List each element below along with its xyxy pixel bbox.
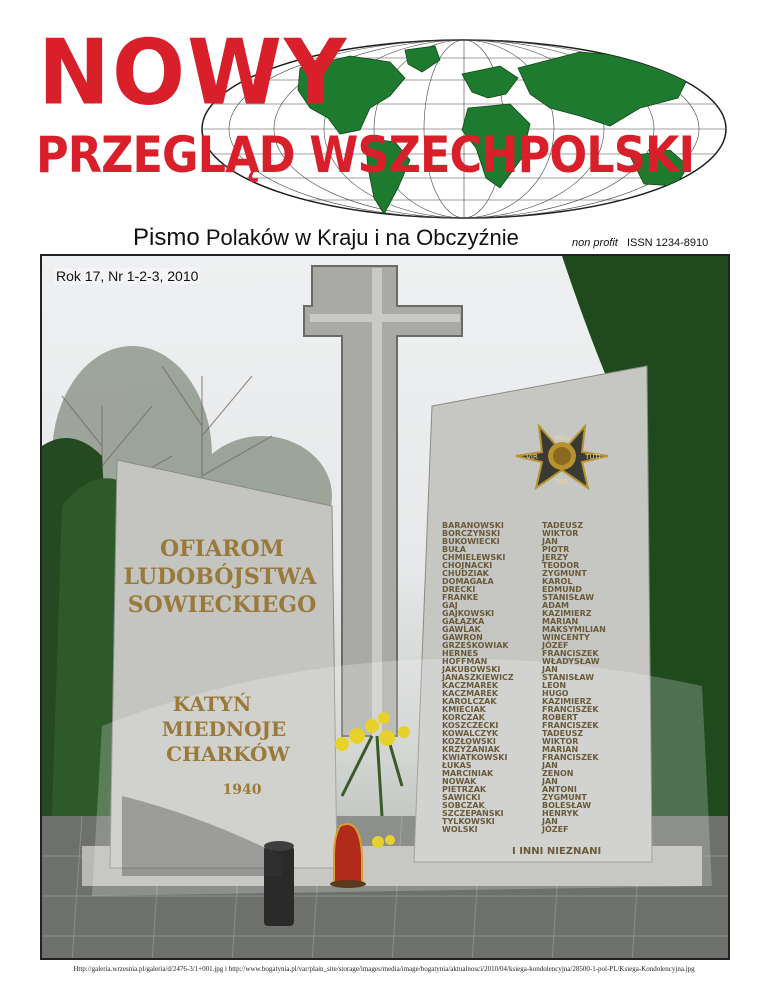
- non-profit-label: non profit: [572, 237, 618, 249]
- given-name-9: STANISŁAW: [542, 593, 595, 602]
- issue-label: Rok 17, Nr 1-2-3, 2010: [56, 268, 199, 284]
- surname-16: HERNES: [442, 649, 479, 658]
- given-name-23: FRANCISZEK: [542, 705, 599, 714]
- surname-19: JANASZKIEWICZ: [442, 673, 514, 682]
- slab-line-1: OFIAROM: [160, 536, 284, 562]
- slab-line-2: LUDOBÓJSTWA: [123, 564, 317, 590]
- surname-37: TYLKOWSKI: [442, 817, 495, 826]
- surname-27: KOZŁOWSKI: [442, 737, 496, 746]
- given-name-12: MARIAN: [542, 617, 579, 626]
- given-name-14: WINCENTY: [542, 633, 590, 642]
- subtitle: [133, 224, 519, 252]
- surname-21: KACZMAREK: [442, 689, 499, 698]
- surname-14: GAWRON: [442, 633, 483, 642]
- surname-30: ŁUKAS: [442, 761, 472, 770]
- given-name-26: TADEUSZ: [542, 729, 584, 738]
- given-name-1: WIKTOR: [542, 529, 579, 538]
- surname-1: BORCZYŃSKI: [442, 529, 501, 538]
- surname-15: GRZEŚKOWIAK: [442, 641, 509, 650]
- surname-3: BUŁA: [442, 545, 466, 554]
- cover-photo: [40, 254, 730, 960]
- given-name-33: ANTONI: [542, 785, 577, 794]
- given-name-27: WIKTOR: [542, 737, 579, 746]
- surname-7: DOMAGAŁA: [442, 577, 494, 586]
- surname-31: MARCINIAK: [442, 769, 494, 778]
- slab-line-3: SOWIECKIEGO: [127, 592, 317, 618]
- surname-34: SAWICKI: [442, 793, 481, 802]
- surname-33: PIETRZAK: [442, 785, 487, 794]
- surname-32: NOWAK: [442, 777, 477, 786]
- given-name-17: WŁADYSŁAW: [542, 657, 600, 666]
- given-name-4: JERZY: [542, 553, 569, 562]
- surname-5: CHOJNACKI: [442, 561, 493, 570]
- surname-28: KRZYŻANIAK: [442, 745, 501, 754]
- given-name-35: BOLESŁAW: [542, 801, 592, 810]
- given-name-13: MAKSYMILIAN: [542, 625, 606, 634]
- surname-38: WOLSKI: [442, 825, 478, 834]
- given-name-30: JAN: [542, 761, 558, 770]
- given-name-16: FRANCISZEK: [542, 649, 599, 658]
- issn-number: ISSN 1234-8910: [626, 237, 709, 249]
- given-name-0: TADEUSZ: [542, 521, 584, 530]
- given-name-20: LEON: [542, 681, 567, 690]
- surname-18: JAKUBOWSKI: [442, 665, 501, 674]
- given-name-34: ZYGMUNT: [542, 793, 587, 802]
- surname-29: KWIATKOWSKI: [442, 753, 508, 762]
- given-name-38: JÓZEF: [542, 825, 569, 834]
- emblem-right: TUTI: [585, 453, 601, 461]
- title-nowy: NOWY: [38, 20, 349, 126]
- surname-24: KORCZAK: [442, 713, 485, 722]
- given-name-21: HUGO: [542, 689, 569, 698]
- surname-20: KACZMAREK: [442, 681, 499, 690]
- source-caption: Http://galeria.wrzesnia.pl/galeria/d/2476-3/1+001.jpg i http://www.bogatynia.pl/var/plain_site/storage/images/media/image/bogatynia/aktualnosci/2010/04/ksiega-kondolencyjna/28500-1-pol-PL/Ksiega-Kondolencyjna.jpg: [73, 965, 695, 973]
- subtitle-lead: Pismo: [133, 224, 200, 251]
- emblem-top: MILI: [554, 434, 570, 442]
- issn-line: [572, 237, 708, 249]
- given-name-29: FRANCISZEK: [542, 753, 599, 762]
- surname-36: SZCZEPAŃSKI: [442, 809, 504, 818]
- surname-8: DRECKI: [442, 585, 476, 594]
- given-name-8: EDMUND: [542, 585, 582, 594]
- title-main: PRZEGLĄD WSZECHPOLSKI: [36, 126, 695, 184]
- surname-6: CHUDZIAK: [442, 569, 489, 578]
- given-name-2: JAN: [542, 537, 558, 546]
- subtitle-rest: Polaków w Kraju i na Obczyźnie: [205, 225, 519, 250]
- emblem-left: VIR: [526, 453, 538, 461]
- surname-23: KMIECIAK: [442, 705, 486, 714]
- surname-0: BARANOWSKI: [442, 521, 504, 530]
- slab-place-3: CHARKÓW: [166, 742, 290, 766]
- surname-13: GAWLAK: [442, 625, 481, 634]
- slab-place-2: MIEDNOJE: [161, 717, 287, 741]
- surname-35: SOBCZAK: [442, 801, 485, 810]
- surname-25: KOSZCZECKI: [442, 721, 499, 730]
- given-name-3: PIOTR: [542, 545, 570, 554]
- given-name-5: TEODOR: [542, 561, 580, 570]
- given-name-10: ADAM: [542, 601, 569, 610]
- surname-2: BUKOWIECKI: [442, 537, 500, 546]
- surname-17: HOFFMAN: [442, 657, 488, 666]
- surname-12: GAŁĄZKA: [442, 617, 485, 626]
- given-name-32: JAN: [542, 777, 558, 786]
- given-name-25: FRANCISZEK: [542, 721, 599, 730]
- monument-illustration: [42, 256, 730, 960]
- slab-year: 1940: [222, 782, 262, 798]
- given-name-19: STANISŁAW: [542, 673, 595, 682]
- surname-26: KOWALCZYK: [442, 729, 499, 738]
- surname-10: GAJ: [442, 601, 458, 610]
- surname-11: GAJKOWSKI: [442, 609, 495, 618]
- emblem-bottom: TAR: [555, 478, 569, 486]
- surname-4: CHMIELEWSKI: [442, 553, 506, 562]
- given-name-15: JÓZEF: [542, 641, 569, 650]
- given-name-31: ZENON: [542, 769, 574, 778]
- given-name-7: KAROL: [542, 577, 573, 586]
- surname-9: FRANKE: [442, 593, 479, 602]
- given-name-6: ZYGMUNT: [542, 569, 587, 578]
- given-name-37: JAN: [542, 817, 558, 826]
- names-footer: I INNI NIEZNANI: [512, 846, 602, 857]
- slab-place-1: KATYŃ: [172, 692, 252, 716]
- given-name-18: JAN: [542, 665, 558, 674]
- given-name-36: HENRYK: [542, 809, 579, 818]
- given-name-28: MARIAN: [542, 745, 579, 754]
- given-name-22: KAZIMIERZ: [542, 697, 592, 706]
- surname-22: KAROLCZAK: [442, 697, 497, 706]
- given-name-24: ROBERT: [542, 713, 578, 722]
- given-name-11: KAZIMIERZ: [542, 609, 592, 618]
